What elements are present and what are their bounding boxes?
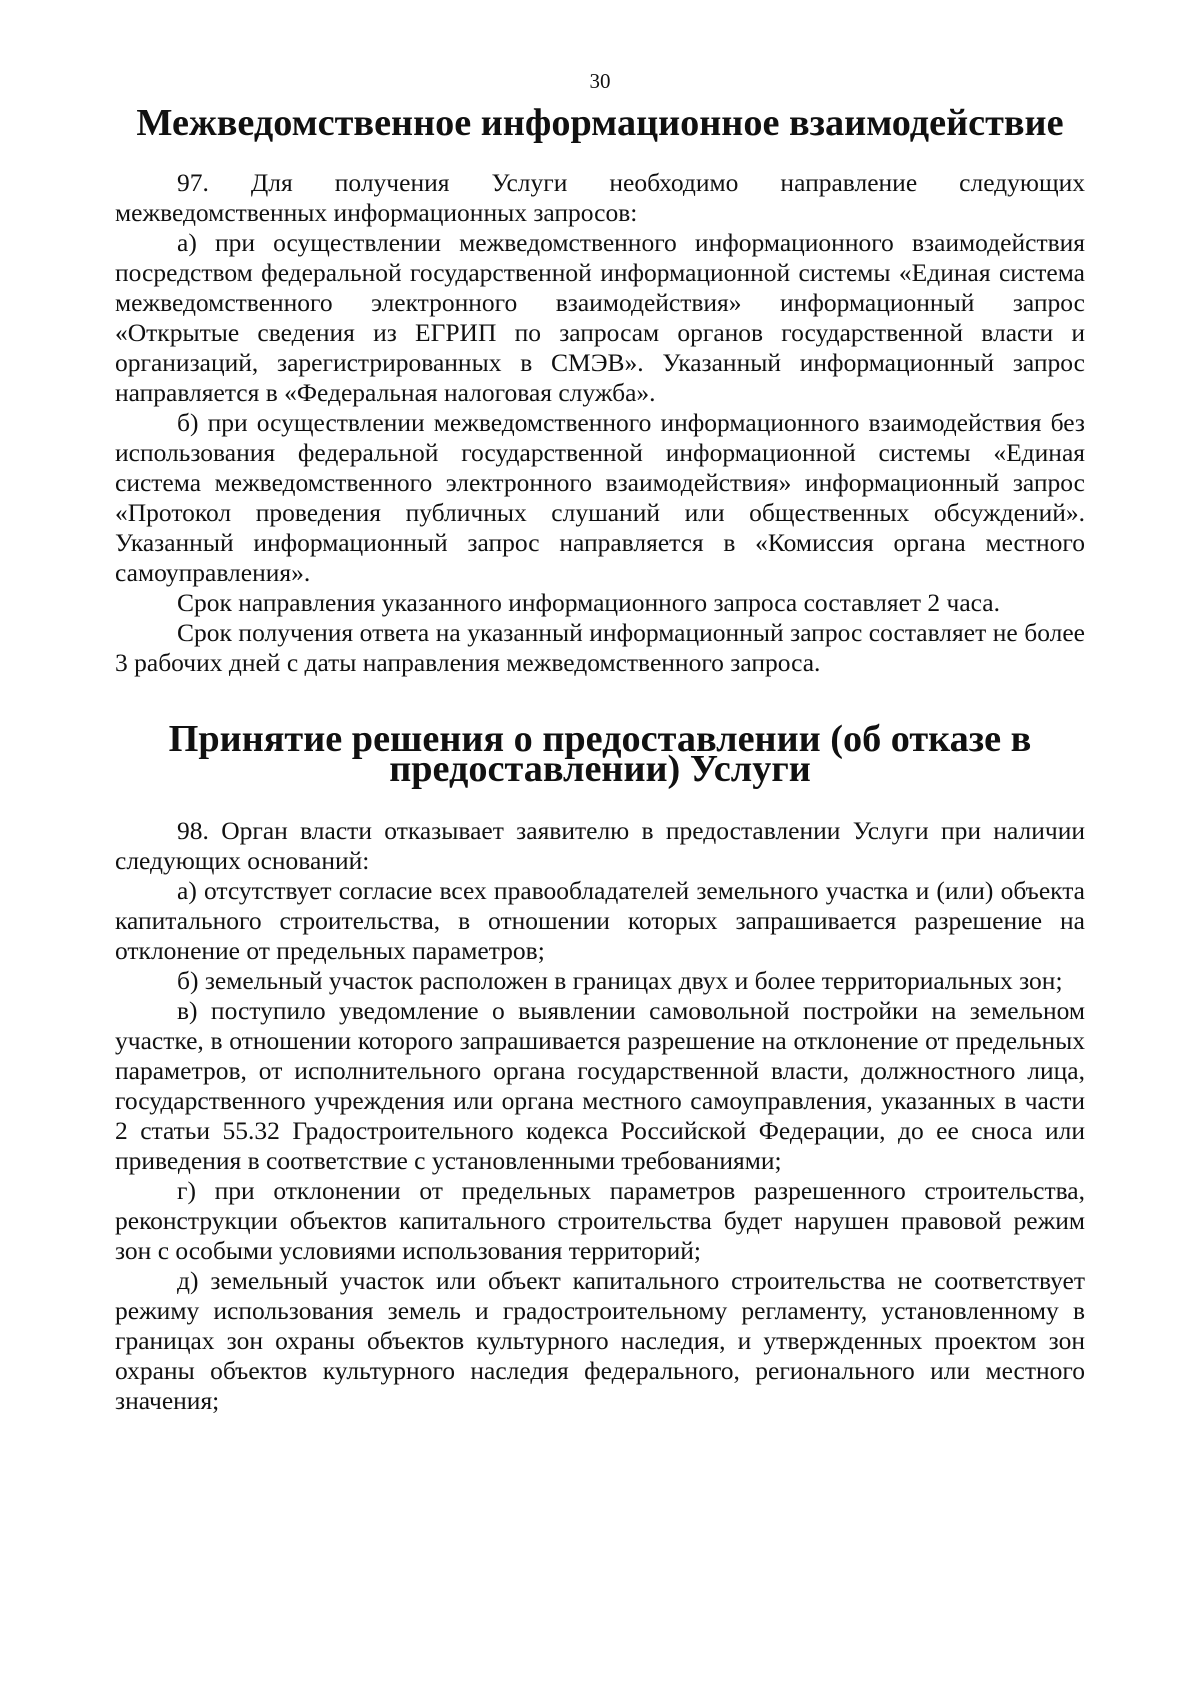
paragraph-98-b: б) земельный участок расположен в границах двух и более территориальных зон; — [177, 966, 1063, 995]
paragraph-97-a: а) при осуществлении межведомственного информационного взаимодействия посредством федеральной государственной информационной системы «Единая система межведомственного электронного взаимодействия» информационный запрос «Открытые сведения из ЕГРИП по запросам органов государственной власти и организаций, зарегистрированных в СМЭВ». Указанный информационный запрос направляется в «Федеральная налоговая служба». — [115, 228, 1085, 407]
section-heading-interagency: Межведомственное информационное взаимодействие — [136, 102, 1064, 144]
paragraph-98-g: г) при отклонении от предельных параметров разрешенного строительства, реконструкции объектов капитального строительства будет нарушен правовой режим зон с особыми условиями использования территорий; — [115, 1176, 1085, 1265]
paragraph-97: 97. Для получения Услуги необходимо направление следующих межведомственных информационных запросов: — [115, 168, 1085, 227]
paragraph-98-d: д) земельный участок или объект капитального строительства не соответствует режиму использования земель и градостроительному регламенту, установленному в границах зон охраны объектов культурного наследия, и утвержденных проектом зон охраны объектов культурного наследия федерального, регионального или местного значения; — [115, 1266, 1085, 1415]
section-decision-body — [115, 816, 1085, 1416]
section-heading-decision: Принятие решения о предоставлении (об отказе в предоставлении) Услуги — [168, 718, 1032, 790]
page-number: 30 — [589, 69, 611, 93]
paragraph-98: 98. Орган власти отказывает заявителю в предоставлении Услуги при наличии следующих оснований: — [115, 816, 1085, 875]
paragraph-request-deadline: Срок направления указанного информационного запроса составляет 2 часа. — [177, 588, 1000, 617]
paragraph-97-b: б) при осуществлении межведомственного информационного взаимодействия без использования федеральной государственной информационной системы «Единая система межведомственного электронного взаимодействия» информационный запрос «Протокол проведения публичных слушаний или общественных обсуждений». Указанный информационный запрос направляется в «Комиссия органа местного самоуправления». — [115, 408, 1085, 587]
section-interagency-body — [115, 168, 1085, 678]
paragraph-response-deadline: Срок получения ответа на указанный информационный запрос составляет не более 3 рабочих дней с даты направления межведомственного запроса. — [115, 618, 1085, 677]
paragraph-98-v: в) поступило уведомление о выявлении самовольной постройки на земельном участке, в отношении которого запрашивается разрешение на отклонение от предельных параметров, от исполнительного органа государственной власти, должностного лица, государственного учреждения или органа местного самоуправления, указанных в части 2 статьи 55.32 Градостроительного кодекса Российской Федерации, до ее сноса или приведения в соответствие с установленными требованиями; — [115, 996, 1085, 1175]
document-body — [115, 102, 1085, 1416]
paragraph-98-a: а) отсутствует согласие всех правообладателей земельного участка и (или) объекта капитального строительства, в отношении которых запрашивается разрешение на отклонение от предельных параметров; — [115, 876, 1085, 965]
